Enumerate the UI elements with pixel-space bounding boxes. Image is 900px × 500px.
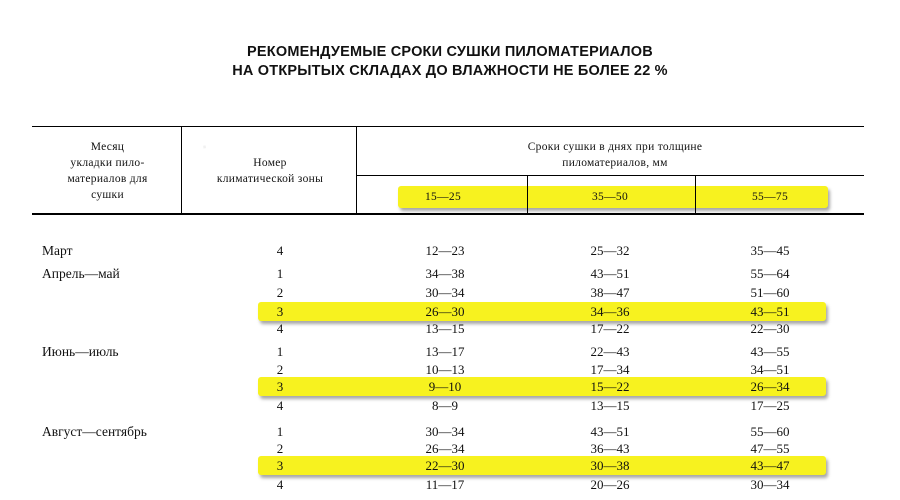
header-duration-line: пиломатериалов, мм xyxy=(562,157,668,169)
value-cell: 55—64 xyxy=(750,266,790,281)
thickness-divider-2 xyxy=(695,176,696,214)
value-cell: 43—51 xyxy=(590,424,630,439)
month-aug-sep: Август—сентябрь xyxy=(42,424,147,439)
zone-cell: 2 xyxy=(276,285,284,300)
zone-cell: 4 xyxy=(276,477,284,492)
header-month-line: Месяц xyxy=(90,141,125,153)
zone-cell: 4 xyxy=(276,243,284,258)
header-duration xyxy=(380,139,850,171)
value-cell: 11—17 xyxy=(425,477,465,492)
zone-cell: 4 xyxy=(276,321,284,336)
value-cell: 36—43 xyxy=(590,441,630,456)
value-cell: 30—34 xyxy=(425,424,465,439)
watermark: · xyxy=(197,129,211,161)
header-zone-line: Номер xyxy=(253,157,287,169)
value-cell: 9—10 xyxy=(428,379,462,394)
value-cell: 22—43 xyxy=(590,344,630,359)
table-title-line-2: НА ОТКРЫТЫХ СКЛАДАХ ДО ВЛАЖНОСТИ НЕ БОЛЕЕ 22 % xyxy=(232,63,668,79)
value-cell: 20—26 xyxy=(590,477,630,492)
value-cell: 26—34 xyxy=(750,379,790,394)
header-zone-line: климатической зоны xyxy=(216,173,324,185)
value-cell: 34—38 xyxy=(425,266,465,281)
header-month-line: сушки xyxy=(91,189,124,201)
zone-cell: 2 xyxy=(276,362,284,377)
value-cell: 38—47 xyxy=(590,285,630,300)
value-cell: 15—22 xyxy=(590,379,630,394)
header-bottom-rule xyxy=(32,213,864,215)
thickness-divider-1 xyxy=(527,176,528,214)
value-cell: 13—17 xyxy=(425,344,465,359)
value-cell: 30—34 xyxy=(425,285,465,300)
thickness-rule xyxy=(356,175,864,176)
top-rule xyxy=(32,126,864,127)
value-cell: 10—13 xyxy=(425,362,465,377)
thickness-col-2: 35—50 xyxy=(592,191,628,203)
value-cell: 47—55 xyxy=(750,441,790,456)
zone-cell: 3 xyxy=(276,379,284,394)
month-march: Март xyxy=(42,243,73,258)
value-cell: 17—34 xyxy=(590,362,630,377)
header-divider-1 xyxy=(181,126,182,214)
value-cell: 22—30 xyxy=(750,321,790,336)
value-cell: 26—34 xyxy=(425,441,465,456)
value-cell: 22—30 xyxy=(425,458,465,473)
zone-cell: 1 xyxy=(276,344,284,359)
value-cell: 51—60 xyxy=(750,285,790,300)
zone-cell: 1 xyxy=(276,424,284,439)
header-duration-line: Сроки сушки в днях при толщине xyxy=(527,141,703,153)
zone-cell: 4 xyxy=(276,398,284,413)
value-cell: 43—51 xyxy=(590,266,630,281)
zone-cell: 3 xyxy=(276,304,284,319)
zone-cell: 1 xyxy=(276,266,284,281)
month-june-july: Июнь—июль xyxy=(42,344,119,359)
thickness-col-1: 15—25 xyxy=(425,191,461,203)
table-title-line-1: РЕКОМЕНДУЕМЫЕ СРОКИ СУШКИ ПИЛОМАТЕРИАЛОВ xyxy=(247,44,653,60)
header-month xyxy=(40,139,175,203)
value-cell: 17—22 xyxy=(590,321,630,336)
value-cell: 43—51 xyxy=(750,304,790,319)
value-cell: 34—51 xyxy=(750,362,790,377)
zone-cell: 3 xyxy=(276,458,284,473)
value-cell: 43—55 xyxy=(750,344,790,359)
value-cell: 8—9 xyxy=(432,398,458,413)
value-cell: 43—47 xyxy=(750,458,790,473)
zone-cell: 2 xyxy=(276,441,284,456)
value-cell: 26—30 xyxy=(425,304,465,319)
value-cell: 34—36 xyxy=(590,304,630,319)
value-cell: 35—45 xyxy=(750,243,790,258)
header-month-line: укладки пило- xyxy=(70,157,145,169)
header-divider-2 xyxy=(356,126,357,214)
value-cell: 55—60 xyxy=(750,424,790,439)
header-month-line: материалов для xyxy=(67,173,148,185)
value-cell: 13—15 xyxy=(590,398,630,413)
month-april-may: Апрель—май xyxy=(42,266,120,281)
header-zone xyxy=(190,155,350,187)
value-cell: 25—32 xyxy=(590,243,630,258)
thickness-col-3: 55—75 xyxy=(752,191,788,203)
value-cell: 30—34 xyxy=(750,477,790,492)
value-cell: 30—38 xyxy=(590,458,630,473)
value-cell: 13—15 xyxy=(425,321,465,336)
value-cell: 12—23 xyxy=(425,243,465,258)
value-cell: 17—25 xyxy=(750,398,790,413)
